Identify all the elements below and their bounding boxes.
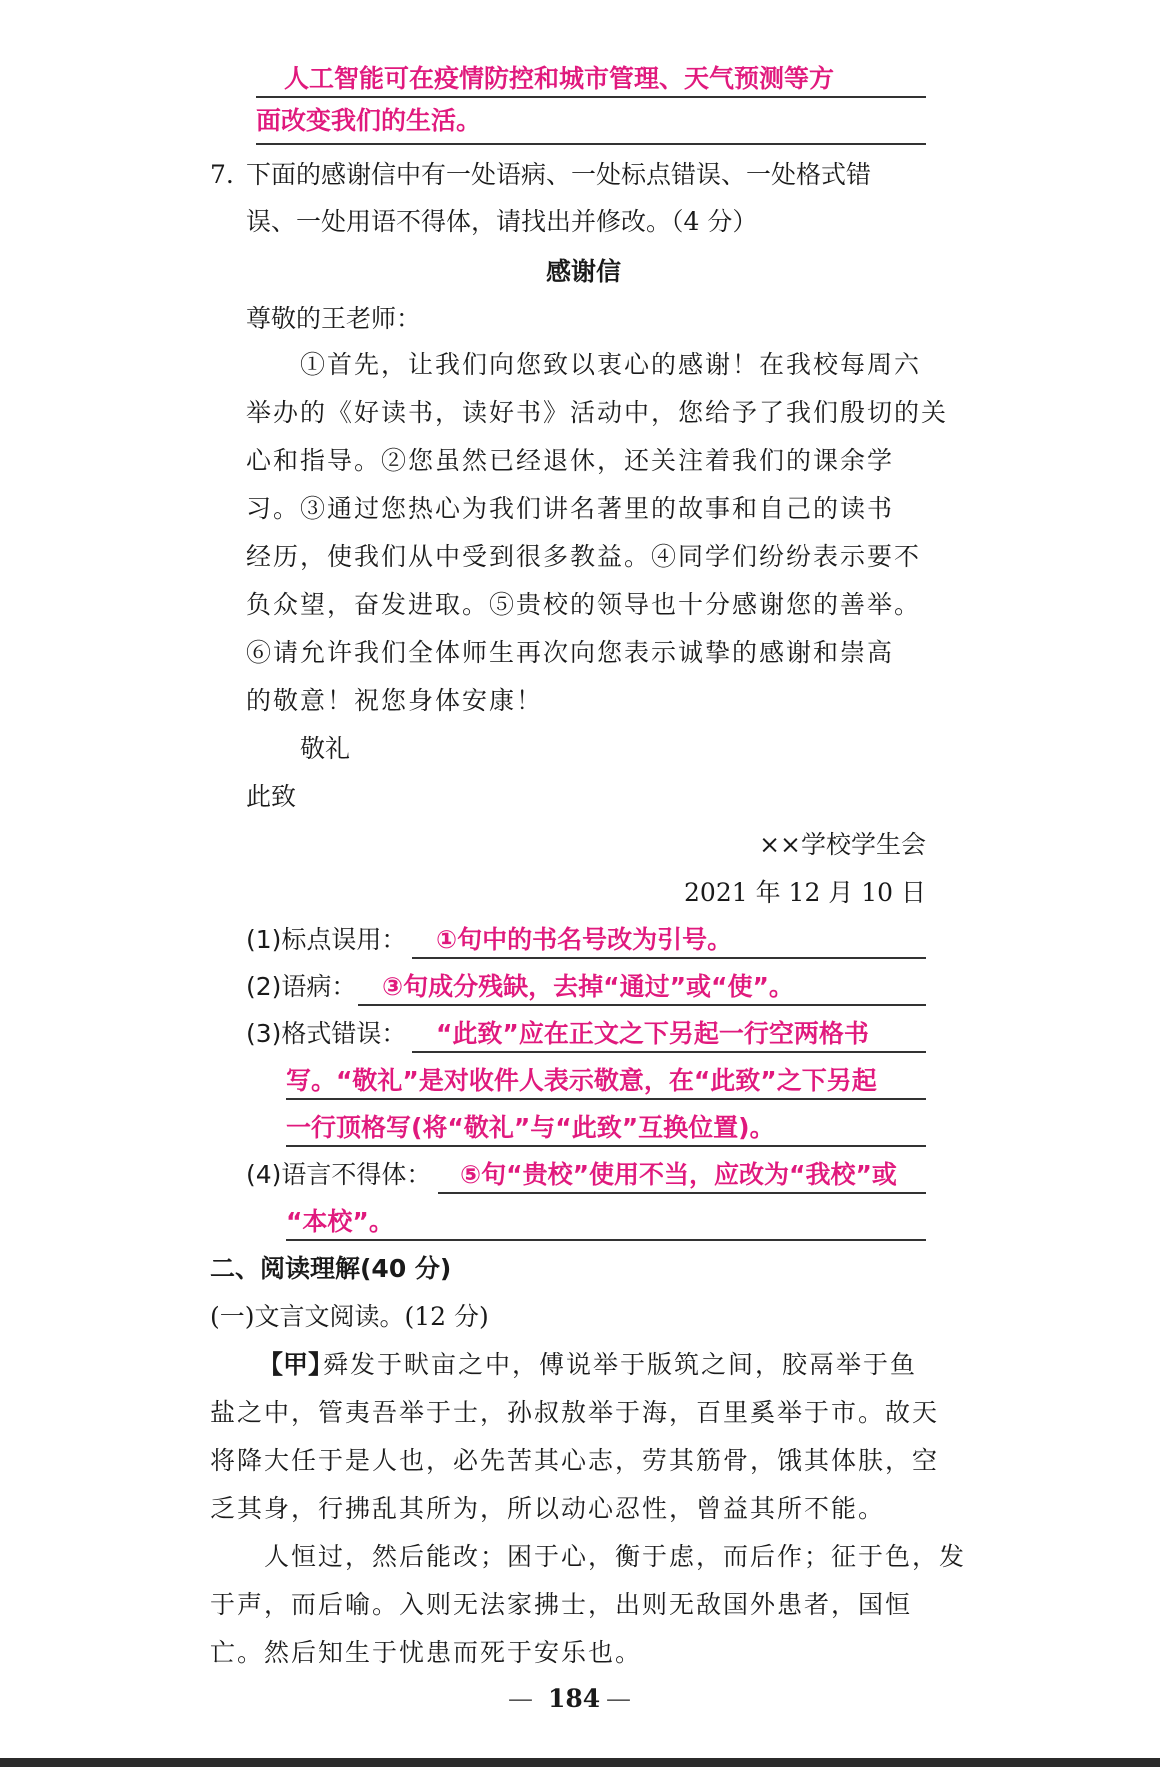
letter-body-line: 经历，使我们从中受到很多教益。④同学们纷纷表示要不: [246, 542, 922, 571]
question-number: 7.: [210, 160, 234, 189]
answer-3-text-line-2: 写。“敬礼”是对收件人表示敬意，在“此致”之下另起: [286, 1066, 877, 1095]
passage-line: 舜发于畎亩之中，傅说举于版筑之间，胶鬲举于鱼: [323, 1350, 918, 1379]
letter-date: 2021 年 12 月 10 日: [684, 878, 926, 907]
letter-body-line: 负众望，奋发进取。⑤贵校的领导也十分感谢您的善举。: [246, 590, 922, 619]
passage-line: 将降大任于是人也，必先苦其心志，劳其筋骨，饿其体肤，空: [210, 1446, 940, 1475]
letter-body-line: 心和指导。②您虽然已经退休，还关注着我们的课余学: [246, 446, 895, 475]
passage-line: 乏其身，行拂乱其所为，所以动心忍性，曾益其所不能。: [210, 1494, 886, 1523]
footer-dash-right: —: [606, 1684, 631, 1713]
passage-line: 人恒过，然后能改；困于心，衡于虑，而后作；征于色，发: [264, 1542, 967, 1571]
letter-body-line: 的敬意！祝您身体安康！: [246, 686, 544, 715]
letter-body-line: 习。③通过您热心为我们讲名著里的故事和自己的读书: [246, 494, 895, 523]
answer-3-text-line-1: “此致”应在正文之下另起一行空两格书: [436, 1019, 869, 1048]
question-text-line-2: 误、一处用语不得体，请找出并修改。（4 分）: [246, 207, 758, 236]
answer-1-text: ①句中的书名号改为引号。: [436, 925, 733, 954]
answer-2-label: (2)语病：: [246, 972, 357, 1001]
answer-3-label: (3)格式错误：: [246, 1019, 407, 1048]
answer-underline: [412, 1051, 926, 1053]
page-number: 184: [548, 1684, 601, 1713]
letter-cizhi: 此致: [246, 782, 297, 811]
answer-underline: [286, 1239, 926, 1241]
answer-underline: [256, 96, 926, 98]
letter-body-line: ①首先，让我们向您致以衷心的感谢！在我校每周六: [300, 350, 922, 379]
question-text-line-1: 下面的感谢信中有一处语病、一处标点错误、一处格式错: [246, 160, 872, 189]
answer-underline: [286, 1145, 926, 1147]
answer-underline: [412, 957, 926, 959]
letter-body-line: ⑥请允许我们全体师生再次向您表示诚挚的感谢和崇高: [246, 638, 895, 667]
answer-top-line-1: 人工智能可在疫情防控和城市管理、天气预测等方: [284, 64, 835, 93]
answer-4-text-line-2: “本校”。: [286, 1207, 394, 1236]
answer-top-line-2: 面改变我们的生活。: [256, 106, 482, 135]
answer-4-label: (4)语言不得体：: [246, 1160, 432, 1189]
answer-1-label: (1)标点误用：: [246, 925, 407, 954]
answer-underline: [256, 143, 926, 145]
passage-jia-mark: 【甲】: [258, 1350, 334, 1379]
subsection-heading: (一)文言文阅读。(12 分): [210, 1302, 489, 1331]
answer-2-text: ③句成分残缺，去掉“通过”或“使”。: [382, 972, 794, 1001]
passage-line: 盐之中，管夷吾举于士，孙叔敖举于海，百里奚举于市。故天: [210, 1398, 940, 1427]
passage-line: 亡。然后知生于忧患而死于安乐也。: [210, 1638, 643, 1667]
bottom-bar: [0, 1758, 1160, 1767]
letter-title: 感谢信: [546, 257, 622, 286]
letter-jingli: 敬礼: [300, 734, 351, 763]
answer-underline: [286, 1098, 926, 1100]
answer-underline: [358, 1004, 926, 1006]
answer-underline: [438, 1192, 926, 1194]
answer-4-text-line-1: ⑤句“贵校”使用不当，应改为“我校”或: [460, 1160, 897, 1189]
footer-dash-left: —: [508, 1684, 533, 1713]
letter-body-line: 举办的《好读书，读好书》活动中，您给予了我们殷切的关: [246, 398, 949, 427]
answer-3-text-line-3: 一行顶格写(将“敬礼”与“此致”互换位置)。: [286, 1113, 775, 1142]
passage-line: 于声，而后喻。入则无法家拂士，出则无敌国外患者，国恒: [210, 1590, 913, 1619]
section-heading: 二、阅读理解(40 分): [210, 1254, 452, 1283]
letter-signature: ××学校学生会: [759, 830, 926, 859]
letter-salutation: 尊敬的王老师：: [246, 304, 422, 333]
